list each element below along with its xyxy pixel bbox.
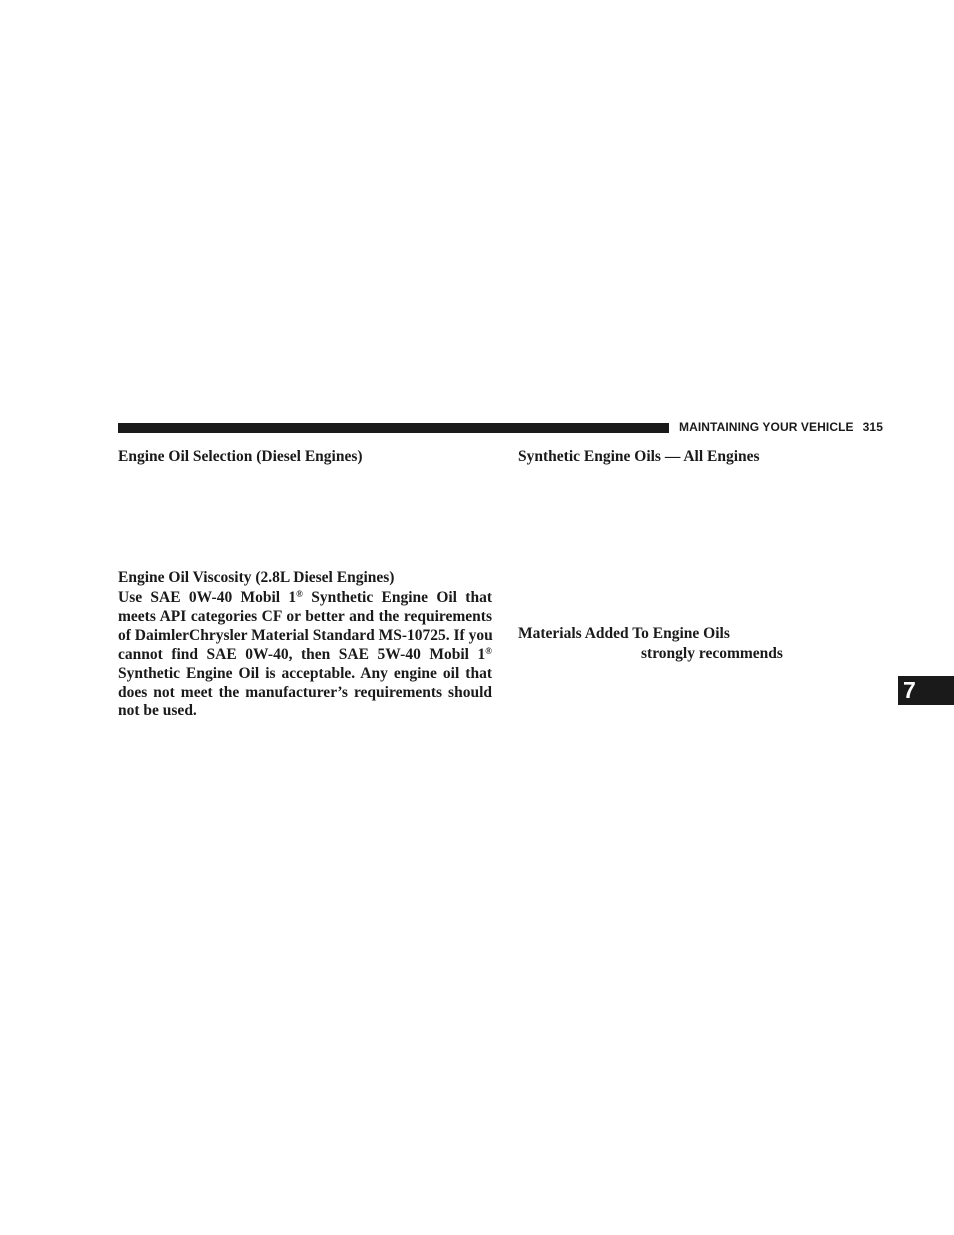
paragraph-line: cannot find SAE 0W-40, then SAE 5W-40 Mobil 1® [118, 645, 492, 663]
text-fragment: strongly recommends [641, 645, 783, 662]
heading-engine-oil-selection: Engine Oil Selection (Diesel Engines) [118, 448, 363, 465]
viscosity-paragraph [118, 589, 492, 721]
heading-synthetic-engine-oils: Synthetic Engine Oils — All Engines [518, 448, 760, 465]
header-rule [118, 423, 669, 433]
heading-engine-oil-viscosity: Engine Oil Viscosity (2.8L Diesel Engines) [118, 569, 395, 586]
heading-materials-added: Materials Added To Engine Oils [518, 625, 730, 642]
paragraph-line: of DaimlerChrysler Material Standard MS-10725. If you [118, 626, 493, 644]
paragraph-line: Use SAE 0W-40 Mobil 1® Synthetic Engine Oil that [118, 589, 492, 606]
paragraph-line: not be used. [118, 702, 197, 720]
paragraph-line: does not meet the manufacturer’s requirements should [118, 683, 492, 701]
chapter-tab: 7 [898, 676, 954, 705]
section-title: MAINTAINING YOUR VEHICLE [679, 420, 854, 434]
page-number: 315 [862, 420, 883, 434]
running-header [679, 420, 883, 434]
paragraph-line: Synthetic Engine Oil is acceptable. Any engine oil that [118, 664, 492, 682]
paragraph-line: meets API categories CF or better and the requirements [118, 607, 492, 625]
